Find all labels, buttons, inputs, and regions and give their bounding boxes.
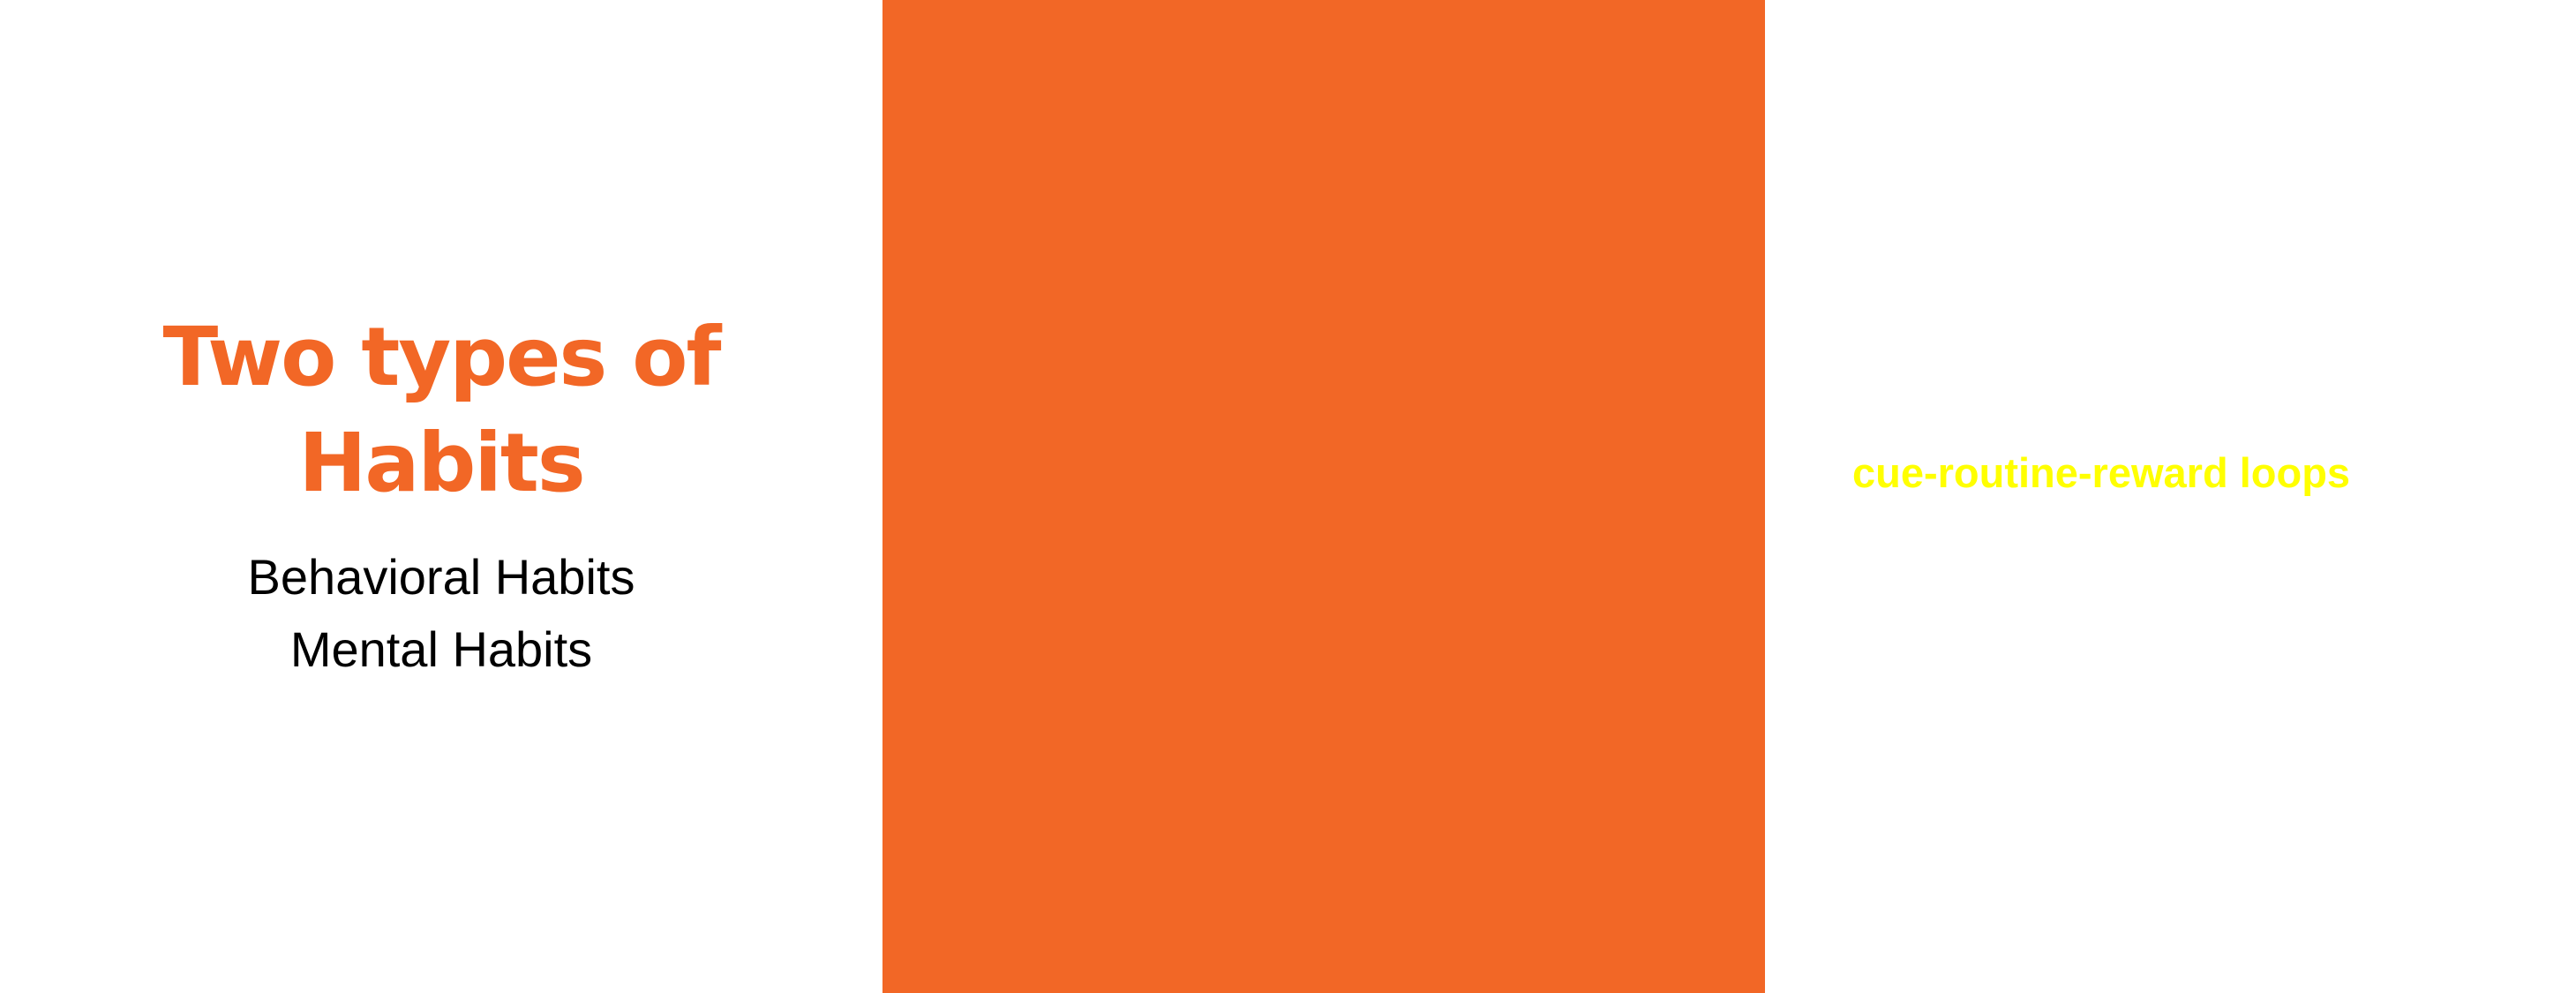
slide-title (88, 305, 794, 516)
definition-after-highlight: that save (2350, 449, 2530, 496)
habit-definition (1852, 383, 2576, 563)
left-panel (0, 0, 882, 993)
definition-highlight: cue-routine-reward loops (1852, 449, 2351, 496)
title-line-1: Two types of (162, 310, 720, 404)
habit-type-behavioral: Behavioral Habits (247, 549, 635, 605)
title-line-2: Habits (298, 416, 584, 510)
habit-type-mental: Mental Habits (289, 621, 593, 677)
definition-line-1: Habits are simple (1852, 389, 2174, 436)
accent-divider (1853, 865, 1943, 869)
right-panel (882, 0, 2530, 993)
definition-line-3: effort. (1852, 509, 1958, 556)
habit-types-list (88, 541, 794, 686)
